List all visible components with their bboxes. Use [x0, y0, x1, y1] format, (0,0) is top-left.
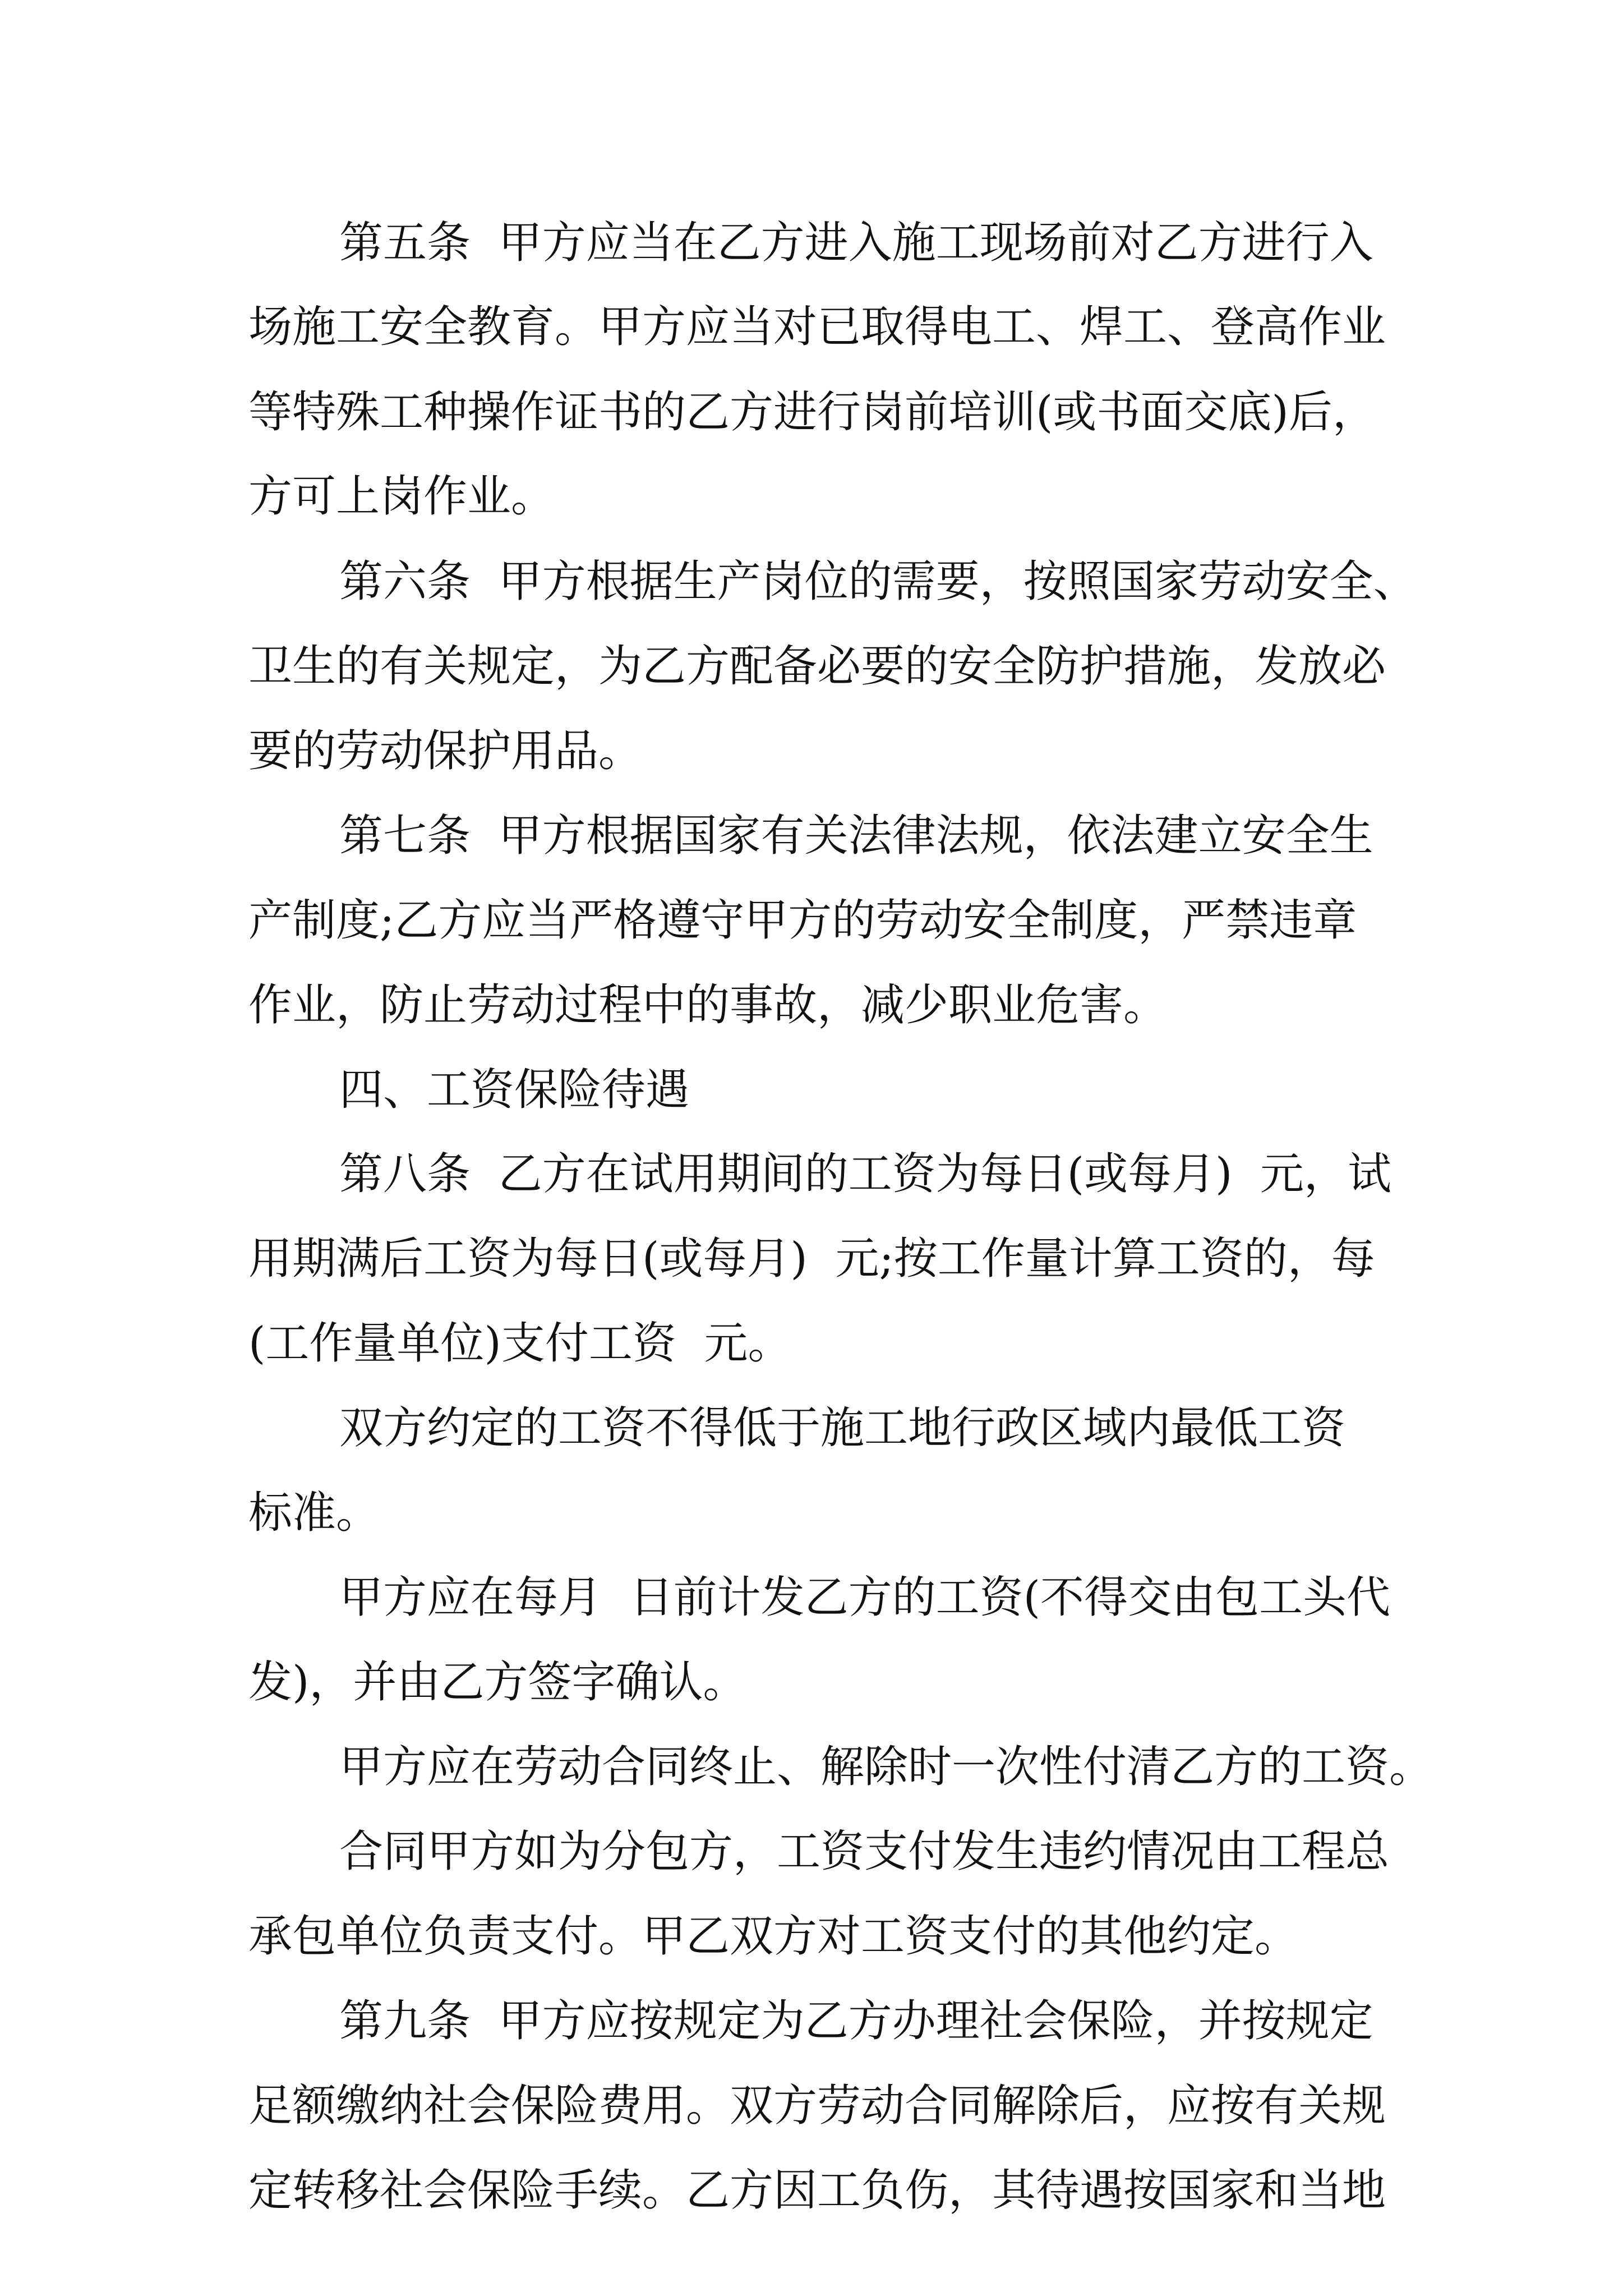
- text-line: 卫生的有关规定，为乙方配备必要的安全防护措施，发放必: [248, 641, 1386, 692]
- text-line: 甲方应在劳动合同终止、解除时一次性付清乙方的工资。: [339, 1742, 1433, 1792]
- text-line: 合同甲方如为分包方，工资支付发生违约情况由工程总: [339, 1826, 1390, 1877]
- text-line: 定转移社会保险手续。乙方因工负伤，其待遇按国家和当地: [248, 2165, 1386, 2216]
- text-line: 第六条 甲方根据生产岗位的需要，按照国家劳动安全、: [339, 556, 1417, 607]
- text-line: 双方约定的工资不得低于施工地行政区域内最低工资: [339, 1403, 1346, 1453]
- text-line: 作业，防止劳动过程中的事故，减少职业危害。: [248, 980, 1168, 1030]
- text-line: 产制度;乙方应当严格遵守甲方的劳动安全制度，严禁违章: [248, 895, 1357, 946]
- text-line: 甲方应在每月 日前计发乙方的工资(不得交由包工头代: [339, 1572, 1391, 1623]
- section-heading: 四、工资保险待遇: [339, 1065, 690, 1115]
- text-line: 要的劳动保护用品。: [248, 726, 643, 776]
- text-line: (工作量单位)支付工资 元。: [248, 1318, 792, 1369]
- text-line: 承包单位负责支付。甲乙双方对工资支付的其他约定。: [248, 1911, 1299, 1962]
- text-line: 足额缴纳社会保险费用。双方劳动合同解除后，应按有关规: [248, 2081, 1386, 2131]
- text-line: 标准。: [248, 1488, 380, 1538]
- text-line: 发)，并由乙方签字确认。: [248, 1657, 747, 1708]
- text-line: 方可上岗作业。: [248, 471, 555, 522]
- text-line: 等特殊工种操作证书的乙方进行岗前培训(或书面交底)后，: [248, 387, 1376, 438]
- text-line: 第八条 乙方在试用期间的工资为每日(或每月) 元，试: [339, 1149, 1392, 1199]
- text-line: 第七条 甲方根据国家有关法律法规，依法建立安全生: [339, 811, 1373, 861]
- text-line: 场施工安全教育。甲方应当对已取得电工、焊工、登高作业: [248, 302, 1386, 352]
- text-line: 用期满后工资为每日(或每月) 元;按工作量计算工资的，每: [248, 1234, 1375, 1284]
- text-line: 第九条 甲方应按规定为乙方办理社会保险，并按规定: [339, 1996, 1373, 2046]
- text-line: 第五条 甲方应当在乙方进入施工现场前对乙方进行入: [339, 218, 1373, 268]
